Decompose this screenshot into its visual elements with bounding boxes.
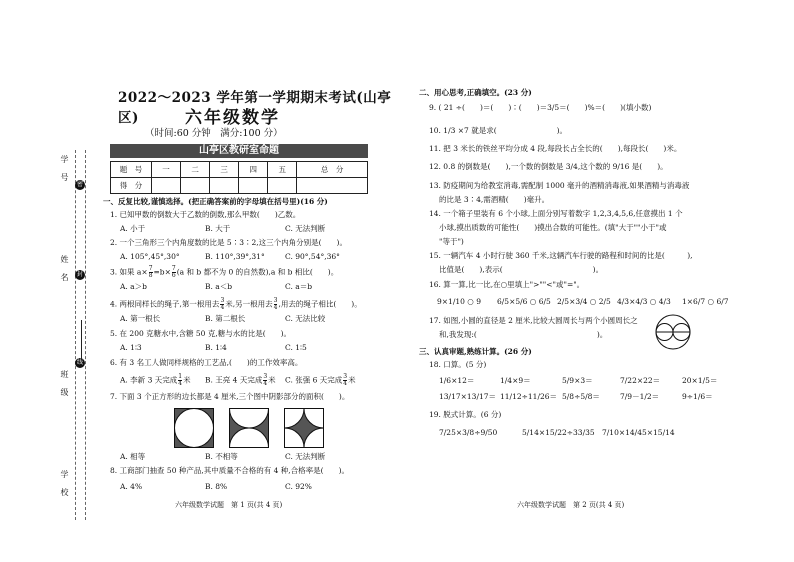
q4-text-c: ,用去的绳子相比( )。 <box>278 299 362 309</box>
fraction: $\frac{7}{8}$ <box>148 265 153 279</box>
question-16: 16. 算一算,比一比,在○里填上">""<"或"="。 <box>429 280 585 289</box>
q16-item-5[interactable]: 1×6/7 ○ 6/7 <box>682 297 729 306</box>
question-3 <box>110 266 338 279</box>
q3-text-c: (a 和 b 都不为 0 的自然数),a 和 b 相比( )。 <box>176 267 339 277</box>
q4-option-a: A. 第一根长 <box>120 314 161 323</box>
question-14-line-1: 14. 一个箱子里装有 6 个小球,上面分别写着数字 1,2,3,4,5,6,任意摸出 1 个 <box>429 209 683 218</box>
question-7: 7. 下面 3 个正方形的边长都是 4 厘米,三个图中阴影部分的面积( )。 <box>110 392 350 401</box>
q3-option-b: B. a＜b <box>205 282 233 291</box>
q16-item-2[interactable]: 6/5×5/6 ○ 6/5 <box>497 297 551 306</box>
score-row-label: 得 分 <box>111 178 152 194</box>
q18-cell[interactable]: 7/9－1/2＝ <box>620 392 660 401</box>
question-4 <box>110 298 362 311</box>
seal-circle-mi: 密 <box>76 181 83 188</box>
q4-option-c: C. 无法比较 <box>285 314 326 323</box>
q7-figure-half-circles <box>229 408 269 448</box>
question-14-line-2: 小球,摸出质数的可能性( )摸出合数的可能性。(填"大于""小于"或 <box>439 223 667 232</box>
question-15-line-1: 15. 一辆汽车 4 小时行驶 360 千米,这辆汽车行驶的路程和时间的比是( ), <box>429 251 693 260</box>
q6-option-c: C. 张强 6 天完成 $\frac{3}{4}$ 米 <box>285 373 356 387</box>
q4-option-b: B. 第二根长 <box>205 314 246 323</box>
q18-cell[interactable]: 9÷1/6＝ <box>682 392 713 401</box>
section-1-heading: 一、反复比较,谨慎选择。(把正确答案前的字母填在括号里)(16 分) <box>103 197 328 206</box>
score-header-cell: 总 分 <box>297 162 368 178</box>
exam-subject: 六年级数学 <box>185 108 280 128</box>
margin-label-name: 姓 名 <box>60 255 69 282</box>
q3-option-a: A. a＞b <box>120 282 147 291</box>
section-3-heading: 三、认真审题,熟练计算。(26 分) <box>419 347 532 356</box>
question-9: 9. ( 21 ÷( )＝( )∶( )＝3/5＝( )%＝( )(填小数) <box>429 103 652 112</box>
q18-cell[interactable]: 7/22×22＝ <box>620 376 661 385</box>
question-2: 2. 一个三角形三个内角度数的比是 5∶3∶2,这三个内角分别是( )。 <box>110 238 347 247</box>
fraction: $\frac{3}{4}$ <box>220 297 225 311</box>
q5-option-b: B. 1∶4 <box>205 343 227 352</box>
exam-time-score: （时间:60 分钟 满分:100 分） <box>145 128 283 139</box>
margin-label-school: 学 校 <box>60 470 69 497</box>
q7-option-b: B. 不相等 <box>205 452 238 461</box>
q18-cell[interactable]: 1/4×9＝ <box>500 376 531 385</box>
question-11: 11. 把 3 米长的铁丝平均分成 4 段,每段长占全长的( ),每段长( )米。 <box>429 144 682 153</box>
q4-text-b: 米,另一根用去 <box>225 299 273 309</box>
q2-option-a: A. 105°,45°,30° <box>120 252 180 261</box>
q2-option-b: B. 110°,39°,31° <box>205 252 265 261</box>
page-1-footer: 六年级数学试题 第 1 页(共 4 页) <box>175 501 283 509</box>
exam-title: 2022～2023 学年第一学期期末考试(山亭区) <box>118 90 392 126</box>
score-cell[interactable] <box>268 178 297 194</box>
q3-text-a: 3. 如果 a× <box>110 267 148 277</box>
q19-expression-1[interactable]: 7/25×3/8÷9/50 <box>439 428 498 437</box>
fraction: $\frac{7}{6}$ <box>171 265 176 279</box>
binding-margin <box>55 150 95 520</box>
q7-figure-quarter-circles <box>284 408 324 448</box>
question-6: 6. 有 3 名工人做同样规格的工艺品,( )的工作效率高。 <box>110 358 303 367</box>
question-17-line-2: 和,我发现:( )。 <box>439 330 608 339</box>
question-10: 10. 1/3 ×7 就是求( )。 <box>429 126 568 135</box>
question-13-line-1: 13. 防疫期间为给教室消毒,需配制 1000 毫升的酒精消毒液,如果酒精与消毒液 <box>429 181 690 190</box>
q16-item-1[interactable]: 9×1/10 ○ 9 <box>437 297 481 306</box>
fraction: $\frac{3}{4}$ <box>343 373 348 387</box>
author-band: 山亭区教研室命题 <box>110 144 368 158</box>
q7-inner-circle <box>175 409 214 448</box>
q8-option-a: A. 4% <box>120 482 143 491</box>
question-18: 18. 口算。(5 分) <box>429 360 487 369</box>
q1-option-c: C. 无法判断 <box>285 224 326 233</box>
q6-option-b: B. 王亮 4 天完成 $\frac{3}{4}$ 米 <box>205 373 276 387</box>
q16-item-4[interactable]: 4/3×4/3 ○ 4/3 <box>617 297 671 306</box>
seal-circle-xian: 线 <box>76 359 83 366</box>
question-15-line-2: 比值是( ),表示( )。 <box>439 265 604 274</box>
score-header-cell: 五 <box>268 162 297 178</box>
q1-option-a: A. 小于 <box>120 224 146 233</box>
q17-circles-figure <box>655 314 691 350</box>
q6-option-a: A. 李新 3 天完成 $\frac{1}{4}$ 米 <box>120 373 191 387</box>
q18-cell[interactable]: 5/8÷5/8＝ <box>562 392 600 401</box>
page-2-footer: 六年级数学试题 第 2 页(共 4 页) <box>517 501 625 509</box>
q8-option-b: B. 8% <box>205 482 228 491</box>
score-header-cell: 题 号 <box>111 162 152 178</box>
score-cell[interactable] <box>152 178 181 194</box>
score-cell[interactable] <box>297 178 368 194</box>
score-header-cell: 四 <box>239 162 268 178</box>
q19-expression-3[interactable]: 7/10×14/45×15/14 <box>602 428 675 437</box>
question-8: 8. 工商部门抽查 50 种产品,其中质量不合格的有 4 种,合格率是( )。 <box>110 466 350 475</box>
q1-option-b: B. 大于 <box>205 224 231 233</box>
score-cell[interactable] <box>239 178 268 194</box>
q2-option-c: C. 90°,54°,36° <box>285 252 340 261</box>
score-header-cell: 三 <box>210 162 239 178</box>
q19-expression-2[interactable]: 5/14×15/22÷33/35 <box>522 428 595 437</box>
q4-text-a: 4. 两根同样长的绳子,第一根用去 <box>110 299 220 309</box>
question-17-line-1: 17. 如图,小圆的直径是 2 厘米,比较大圆周长与两个小圆周长之 <box>429 316 638 325</box>
question-14-line-3: "等于") <box>439 237 464 246</box>
question-12: 12. 0.8 的倒数是( ),一个数的倒数是 3/4,这个数的 9/16 是( )。 <box>429 162 668 171</box>
q7-option-a: A. 相等 <box>120 452 146 461</box>
q3-option-c: C. a＝b <box>285 282 313 291</box>
margin-label-student-id: 学 号 <box>60 155 69 182</box>
q5-option-a: A. 1∶3 <box>120 343 142 352</box>
fraction: $\frac{3}{4}$ <box>263 373 268 387</box>
score-header-cell: 一 <box>152 162 181 178</box>
fraction: $\frac{3}{4}$ <box>273 297 278 311</box>
q18-cell[interactable]: 13/17×13/17＝ <box>439 392 497 401</box>
q7-figure-circle <box>174 408 214 448</box>
margin-label-class: 班 级 <box>60 370 69 397</box>
score-header-cell: 二 <box>181 162 210 178</box>
section-2-heading: 二、用心思考,正确填空。(23 分) <box>419 88 532 97</box>
score-table <box>110 161 368 194</box>
q5-option-c: C. 1∶5 <box>285 343 307 352</box>
question-5: 5. 在 200 克糖水中,含糖 50 克,糖与水的比是( )。 <box>110 329 292 338</box>
q18-cell[interactable]: 1/6×12＝ <box>439 376 475 385</box>
q8-option-c: C. 92% <box>285 482 312 491</box>
seal-circle-feng: 封 <box>76 271 83 278</box>
q18-cell[interactable]: 11/12÷11/26＝ <box>500 392 558 401</box>
score-cell[interactable] <box>210 178 239 194</box>
q7-option-c: C. 无法判断 <box>285 452 326 461</box>
question-13-line-2: 的比是 3∶4,需酒精( )毫升。 <box>439 195 550 204</box>
question-19: 19. 脱式计算。(6 分) <box>429 410 502 419</box>
q16-item-3[interactable]: 2/5×3/4 ○ 2/5 <box>557 297 611 306</box>
q18-cell[interactable]: 5/9×3＝ <box>562 376 593 385</box>
question-1: 1. 已知甲数的倒数大于乙数的倒数,那么甲数( )乙数。 <box>110 210 301 219</box>
q18-cell[interactable]: 20×1/5＝ <box>682 376 718 385</box>
page-2 <box>397 0 794 562</box>
q3-text-b: =b× <box>153 267 171 277</box>
fraction: $\frac{1}{4}$ <box>178 373 183 387</box>
score-cell[interactable] <box>181 178 210 194</box>
